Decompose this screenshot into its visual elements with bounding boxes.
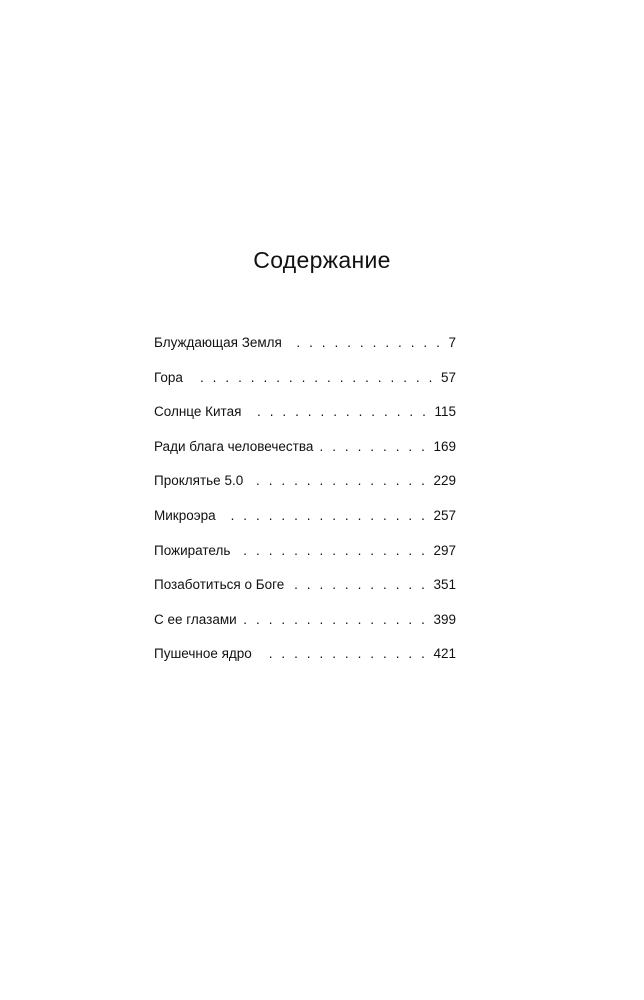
dot-leader: [223, 506, 428, 526]
toc-entry: [154, 644, 456, 679]
toc-entry-page: 257: [433, 507, 456, 523]
toc-entry-title: Проклятье 5.0: [154, 473, 244, 489]
toc-entry: [154, 610, 456, 645]
toc-entry-title: Гора: [154, 369, 183, 385]
dot-leader: [250, 471, 427, 491]
toc-entry-title: Пожиратель: [154, 542, 231, 558]
toc-entry-page: 169: [433, 438, 456, 454]
toc-entry-title: Ради блага человечества: [154, 438, 314, 454]
toc-entry: [154, 506, 456, 541]
dot-leader: [237, 541, 427, 561]
table-of-contents: [154, 333, 456, 679]
toc-entry-title: Микроэра: [154, 507, 216, 523]
toc-entry-page: 399: [433, 611, 456, 627]
toc-entry: [154, 437, 456, 472]
toc-entry: [154, 333, 456, 368]
toc-entry: [154, 368, 456, 403]
dot-leader: [190, 368, 435, 388]
toc-entry: [154, 471, 456, 506]
toc-entry-page: 351: [433, 577, 456, 593]
toc-entry-page: 229: [433, 473, 456, 489]
toc-entry-title: С ее глазами: [154, 611, 237, 627]
toc-entry-title: Позаботиться о Боге: [154, 577, 285, 593]
toc-entry: [154, 541, 456, 576]
toc-entry-page: 421: [433, 646, 456, 662]
dot-leader: [289, 333, 443, 353]
toc-entry-page: 115: [434, 404, 456, 420]
toc-entry-page: 7: [448, 335, 456, 350]
dot-leader: [248, 402, 428, 422]
toc-entry-title: Пушечное ядро: [154, 646, 252, 662]
toc-entry-title: Блуждающая Земля: [154, 335, 282, 350]
dot-leader: [244, 610, 428, 630]
dot-leader: [259, 644, 428, 664]
toc-entry-page: 57: [440, 369, 456, 385]
toc-entry: [154, 575, 456, 610]
dot-leader: [291, 575, 427, 595]
toc-entry-page: 297: [433, 542, 456, 558]
toc-entry: [154, 402, 456, 437]
toc-entry-title: Солнце Китая: [154, 404, 242, 420]
dot-leader: [320, 437, 427, 457]
page-title: Содержание: [253, 247, 391, 273]
